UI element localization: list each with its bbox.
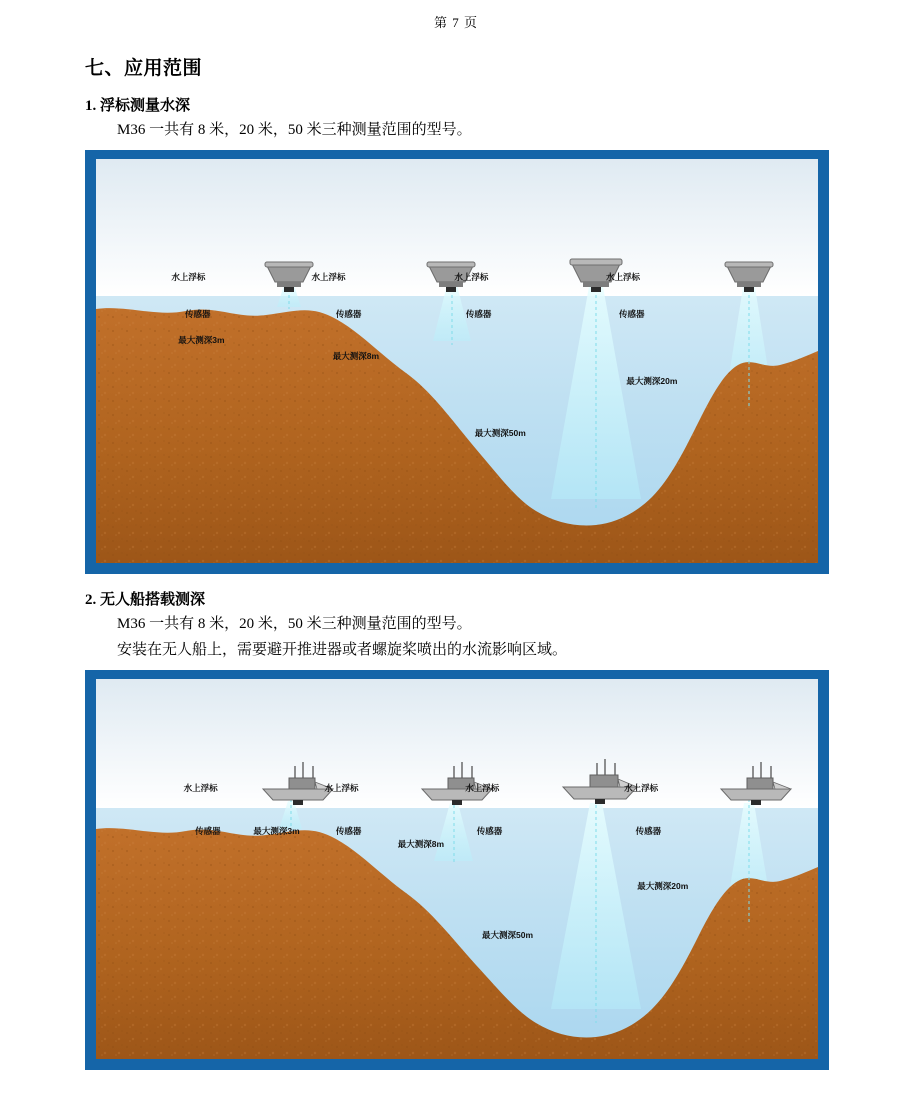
- buoy-1-depth-label: 最大测深3m: [178, 335, 225, 346]
- subsection-1-paragraph-1: M36 一共有 8 米，20 米，50 米三种测量范围的型号。: [117, 122, 472, 138]
- boat-3-depth-label: 最大测深50m: [482, 930, 534, 940]
- page-header: 第 7 页: [433, 15, 478, 30]
- page-bottom-spacer: [85, 1070, 827, 1088]
- buoy-3-top-label: 水上浮标: [454, 271, 489, 282]
- boat-2-top-label: 水上浮标: [324, 782, 359, 793]
- buoy-4-sensor-label: 传感器: [618, 308, 645, 319]
- subsection-1-title: 1. 浮标测量水深: [85, 98, 191, 114]
- boat-2-depth-label: 最大测深8m: [397, 838, 445, 849]
- seabed-illustration-2: [96, 679, 818, 1059]
- buoy-4-top-label: 水上浮标: [606, 271, 641, 282]
- buoy-3-sensor-label: 传感器: [465, 308, 492, 319]
- subsection-2-title: 2. 无人船搭载测深: [85, 591, 206, 608]
- subsection-2-paragraph-2: 安装在无人船上，需要避开推进器或者螺旋桨喷出的水流影响区域。: [117, 642, 568, 658]
- boat-1-depth-label: 最大测深3m: [253, 826, 300, 837]
- buoy-2-depth-label: 最大测深8m: [332, 351, 380, 362]
- boat-1-sensor-label: 传感器: [195, 826, 221, 837]
- usv-boat-4: [715, 758, 805, 810]
- boat-3-top-label: 水上浮标: [465, 782, 500, 793]
- figure-buoy-depth-measurement: [85, 150, 829, 574]
- boat-4-sensor-label: 传感器: [635, 826, 662, 837]
- buoy-4: [717, 256, 781, 296]
- seabed-illustration: [96, 159, 818, 563]
- buoy-4-depth-label: 最大测深20m: [626, 375, 678, 386]
- section-title: 七、应用范围: [85, 58, 203, 79]
- subsection-2-paragraph-1: M36 一共有 8 米，20 米，50 米三种测量范围的型号。: [117, 615, 472, 632]
- boat-4-depth-label: 最大测深20m: [637, 880, 689, 891]
- buoy-2-top-label: 水上浮标: [311, 271, 346, 282]
- buoy-2-sensor-label: 传感器: [335, 308, 362, 319]
- figure-usv-depth-measurement: [85, 670, 829, 1070]
- buoy-3-depth-label: 最大测深50m: [474, 428, 526, 439]
- buoy-1-sensor-label: 传感器: [185, 308, 211, 319]
- buoy-1-top-label: 水上浮标: [171, 271, 206, 282]
- boat-3-sensor-label: 传感器: [476, 826, 503, 837]
- boat-2-sensor-label: 传感器: [335, 826, 362, 837]
- figure-2-canvas: [96, 679, 818, 1059]
- figure-1-canvas: [96, 159, 818, 563]
- boat-4-top-label: 水上浮标: [624, 782, 659, 793]
- boat-1-top-label: 水上浮标: [183, 782, 218, 793]
